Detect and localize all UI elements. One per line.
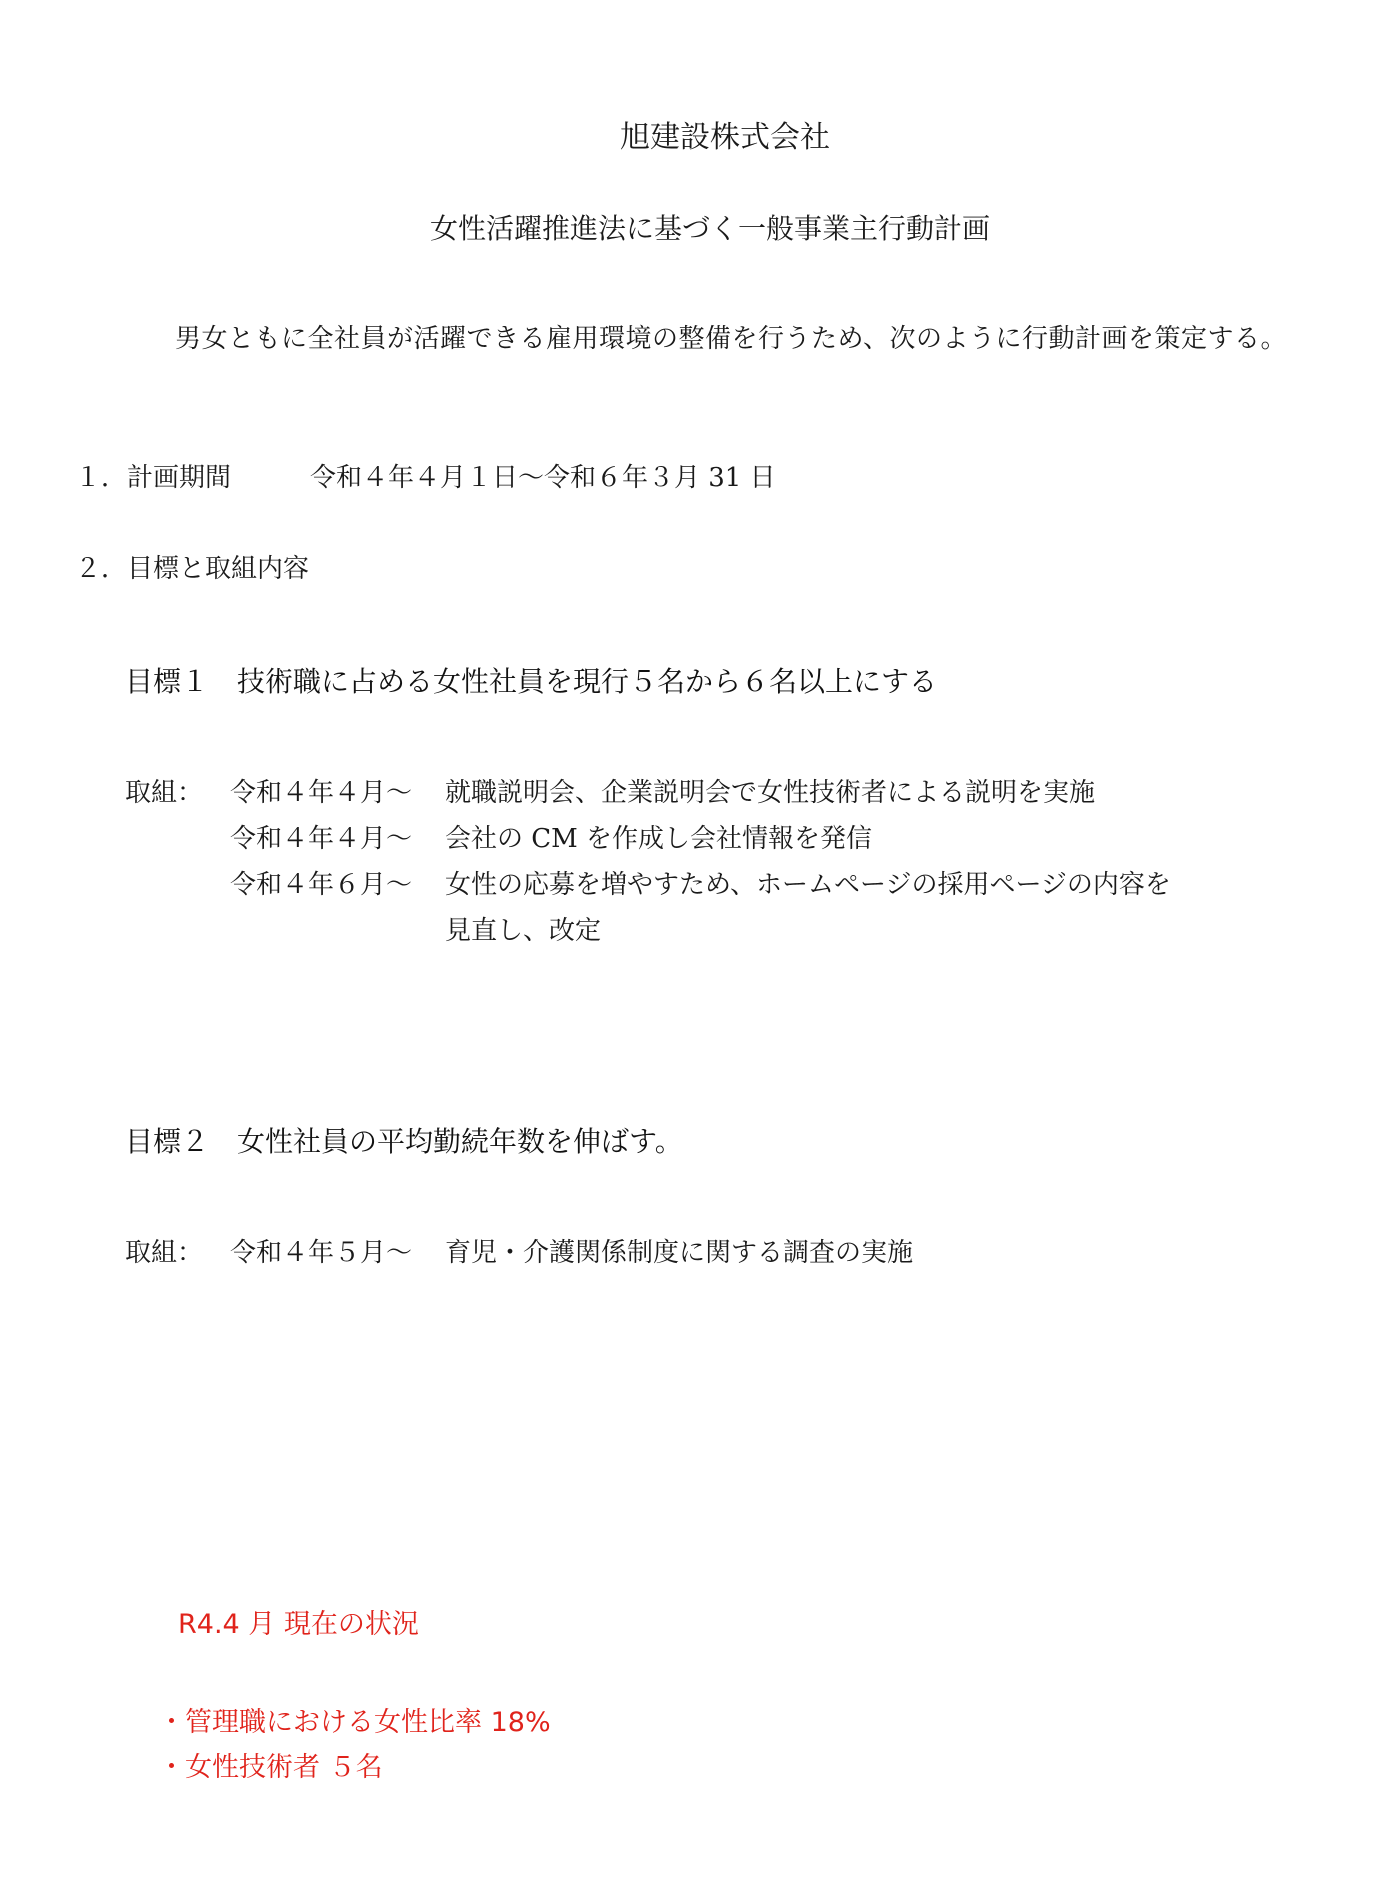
plan-period-value: 令和４年４月１日〜令和６年３月 31 日 [310, 463, 776, 493]
intro-text: 男女ともに全社員が活躍できる雇用環境の整備を行うため、次のように行動計画を策定する。 [175, 324, 1287, 354]
goal-2-actions-label: 取組： [125, 1238, 204, 1268]
section-plan-period-label: １．計画期間 [75, 463, 232, 493]
goal-1-action-1-desc: 就職説明会、企業説明会で女性技術者による説明を実施 [445, 778, 1096, 808]
goal-1-action-1-date: 令和４年４月〜 [230, 778, 413, 808]
goal-1-title: 目標１ 技術職に占める女性社員を現行５名から６名以上にする [125, 665, 938, 698]
company-name: 旭建設株式会社 [620, 120, 830, 155]
status-title: R4.4 月 現在の状況 [178, 1609, 419, 1640]
goal-1-actions-label: 取組： [125, 778, 204, 808]
section-goals-label: ２．目標と取組内容 [75, 554, 310, 584]
goal-2-action-1-date: 令和４年５月〜 [230, 1238, 413, 1268]
goal-2-title: 目標２ 女性社員の平均勤続年数を伸ばす。 [125, 1125, 683, 1158]
goal-1-action-2-date: 令和４年４月〜 [230, 824, 413, 854]
goal-1-action-2-desc: 会社の CM を作成し会社情報を発信 [445, 824, 873, 854]
goal-2-action-1-desc: 育児・介護関係制度に関する調査の実施 [445, 1238, 914, 1268]
status-item-manager-ratio: ・管理職における女性比率 18% [158, 1707, 551, 1738]
goal-1-action-3-desc: 女性の応募を増やすため、ホームページの採用ページの内容を [445, 870, 1171, 900]
document-title: 女性活躍推進法に基づく一般事業主行動計画 [430, 212, 991, 245]
goal-1-action-3-desc-cont: 見直し、改定 [445, 916, 602, 946]
goal-1-action-3-date: 令和４年６月〜 [230, 870, 413, 900]
status-item-female-engineers: ・女性技術者 ５名 [158, 1752, 383, 1783]
